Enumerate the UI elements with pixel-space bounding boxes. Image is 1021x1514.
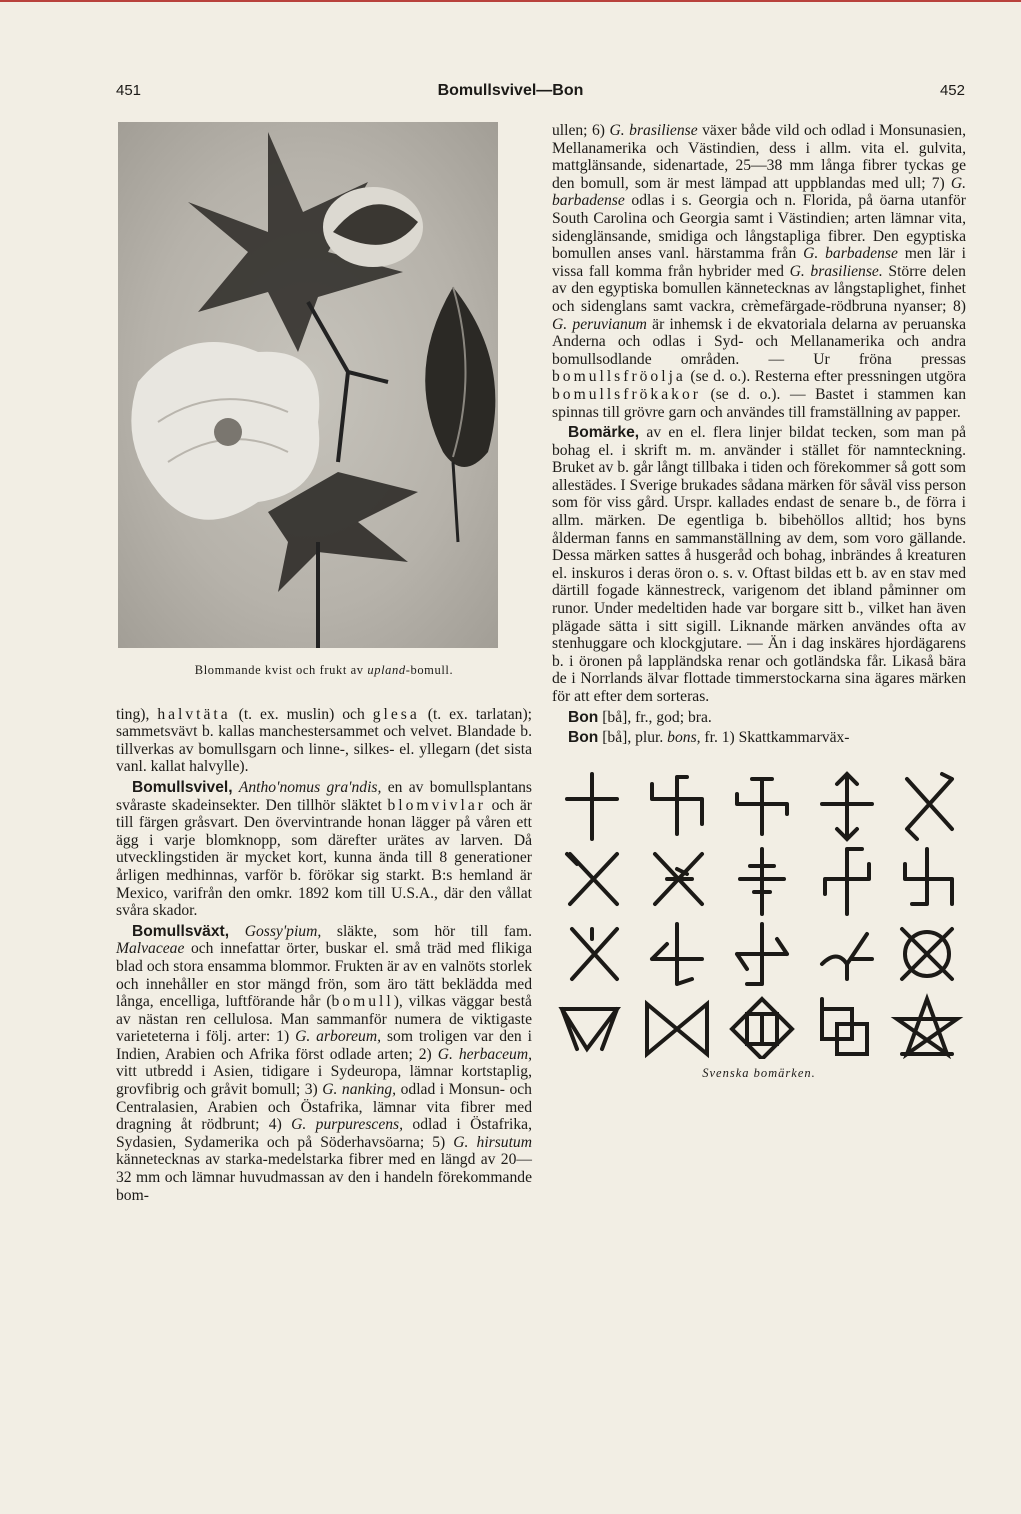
cotton-photo	[118, 122, 498, 648]
house-marks-grid	[552, 759, 966, 1059]
entry-bon-1: Bon [bå], fr., god; bra.	[568, 708, 712, 726]
entry-bomarke: Bomärke, av en el. flera linjer bildat tecken, som man på bohag el. i skrift m. m. använder i stället för namnteckning. Bruket av b. går långt tillbaka i tiden och förekommer så gott som allestädes. I Sverige brukades sådana märken för såväl viss person som för viss gård. Urspr. kallades endast de senare b., de förra i allm. märken. De egentliga b. bibehöllos alltid; hos byns ålderman fanns en sammanställning av dem, som voro gällande. Dessa märken sattes å husgeråd och bohag, inbrändes å kreaturen el. inskuros i deras öron o. s. v. Oftast bildas ett b. av en stav med därtill fogade kännestreck, varigenom det ibland påminner om runor. Under medeltiden hade var borgare sitt b., vilket han även plägade sätta i sitt sigill. Liknande märken användes ofta av stenhuggare och klockgjutare. — Än i dag inskäres hjordägarens b. i öronen på lappländska renar och gotländska får. Likaså bära de i Norrlands älvar flottade timmerstockarna sina ägares märken för att efter dem sorteras.	[552, 424, 966, 705]
house-mark	[652, 924, 702, 984]
house-mark	[902, 929, 952, 979]
house-marks-figure	[552, 759, 966, 1083]
house-mark	[652, 777, 702, 834]
top-rule	[0, 0, 1021, 2]
left-column	[116, 122, 532, 1207]
paragraph-continued-right: ullen; 6) G. brasiliense växer både vild och odlad i Monsunasien, Mellanamerika och Västindien, dess i allm. vita el. gulvita, mattglänsande, sidenartade, 25—38 mm långa fibrer tyckas ge den bomull, som är mest lämpad att uppblandas med ull; 7) G. barbadense odlas i s. Georgia och n. Florida, på öarna utanför South Carolina och Georgia samt i Västindien; arten lämnar vita, sidenglänsande, smidiga och långstapliga fibrer. Den egyptiska bomullen anses vanl. härstamma från G. barbadense men lär i vissa fall komma från hybrider med G. brasiliense. Större delen av den egyptiska bomullen kännetecknas av långstaplighet, finhet och sidenglans samt vackra, crèmefärgade-rödbruna nyanser; 8) G. peruvianum är inhemsk i de ekvatoriala delarna av peruanska Anderna och odlas i Syd- och Mellanamerika och andra bomullsodlande områden. — Ur fröna pressas bomullsfröolja (se d. o.). Resterna efter pressningen utgöra bomullsfrökakor (se d. o.). — Bastet i stammen kan spinnas till grövre garn och användes till framställning av papper.	[552, 122, 967, 421]
marks-caption: Svenska bomärken.	[702, 1065, 816, 1080]
house-mark	[562, 1009, 617, 1049]
house-mark	[737, 779, 787, 834]
house-mark	[647, 1004, 707, 1054]
right-column	[552, 122, 966, 1082]
cotton-illustration	[118, 122, 498, 648]
house-mark	[822, 774, 872, 839]
house-mark	[655, 854, 702, 904]
house-mark	[732, 999, 792, 1059]
house-mark	[737, 924, 787, 984]
entry-bomullsvivel: Bomullsvivel, Antho'nomus gra'ndis, en av bomullsplantans svåraste skadeinsekter. Den tillhör släktet blomvivlar och är till färgen gråsvart. Den övervintrande honan lägger på våren ett ägg i varje blomknopp, som därefter urätes av larven. Då utvecklingstiden är mycket kort, kunna ända till 8 generationer årligen medhinnas, varför b. förökar sig starkt. B:s hemland är Mexico, varifrån den omkr. 1892 kom till U.S.A., där den vållat svåra skador.	[116, 778, 532, 920]
page-number-left: 451	[116, 82, 142, 99]
house-mark	[822, 934, 872, 979]
entry-bomullsvaxt: Bomullsväxt, Gossy'pium, släkte, som hör till fam. Malvaceae och innefattar örter, buskar el. små träd med flikiga blad och stora ensamma blommor. Frukten är av en valnöts storlek och innehåller en stor mängd frön, som äro tätt beklädda med långa, encelliga, luftförande hår (bomull), vilkas väggar bestå av nästan ren cellulosa. Man sammanför numera de viktigaste varieteterna i följ. arter: 1) G. arboreum, som troligen var den i Indien, Arabien och Afrika först odlade arten; 2) G. herbaceum, vitt utbredd i Asien, tidigare i Sydeuropa, lämnar kortstaplig, grovfibrig och gråvit bomull; 3) G. nanking, odlad i Monsun- och Centralasien, Arabien och Östafrika, lämnar vita fibrer med dragning åt rödbrunt; 4) G. purpurescens, odlad i Östafrika, Sydasien, Sydamerika och på Söderhavsöarna; 5) G. hirsutum kännetecknas av starka-medelstarka fibrer med en längd av 20—32 mm och lämnar huvudmassan av den i handeln förekommande bom-	[116, 922, 533, 1204]
house-mark	[822, 999, 867, 1054]
page-number-right: 452	[939, 82, 965, 99]
running-title: Bomullsvivel—Bon	[437, 82, 584, 99]
entry-bon-2: Bon [bå], plur. bons, fr. 1) Skattkammarväx-	[568, 729, 850, 747]
house-mark	[905, 849, 952, 904]
house-mark	[567, 854, 617, 904]
house-mark	[907, 774, 952, 839]
house-mark	[740, 849, 784, 914]
house-mark	[825, 849, 869, 914]
house-mark	[572, 929, 617, 979]
paragraph-continued: ting), halvtäta (t. ex. muslin) och glesa (t. ex. tarlatan); sammetsvävt b. kallas manchestersammet och velvet. Blandade b. tillverkas av bomullsgarn och linne-, silkes- el. yllegarn (det sista vanl. kallat halvylle).	[116, 705, 533, 776]
figure-caption: Blommande kvist och frukt av upland-bomull.	[194, 663, 454, 677]
house-mark	[897, 999, 957, 1054]
house-mark	[567, 774, 617, 839]
